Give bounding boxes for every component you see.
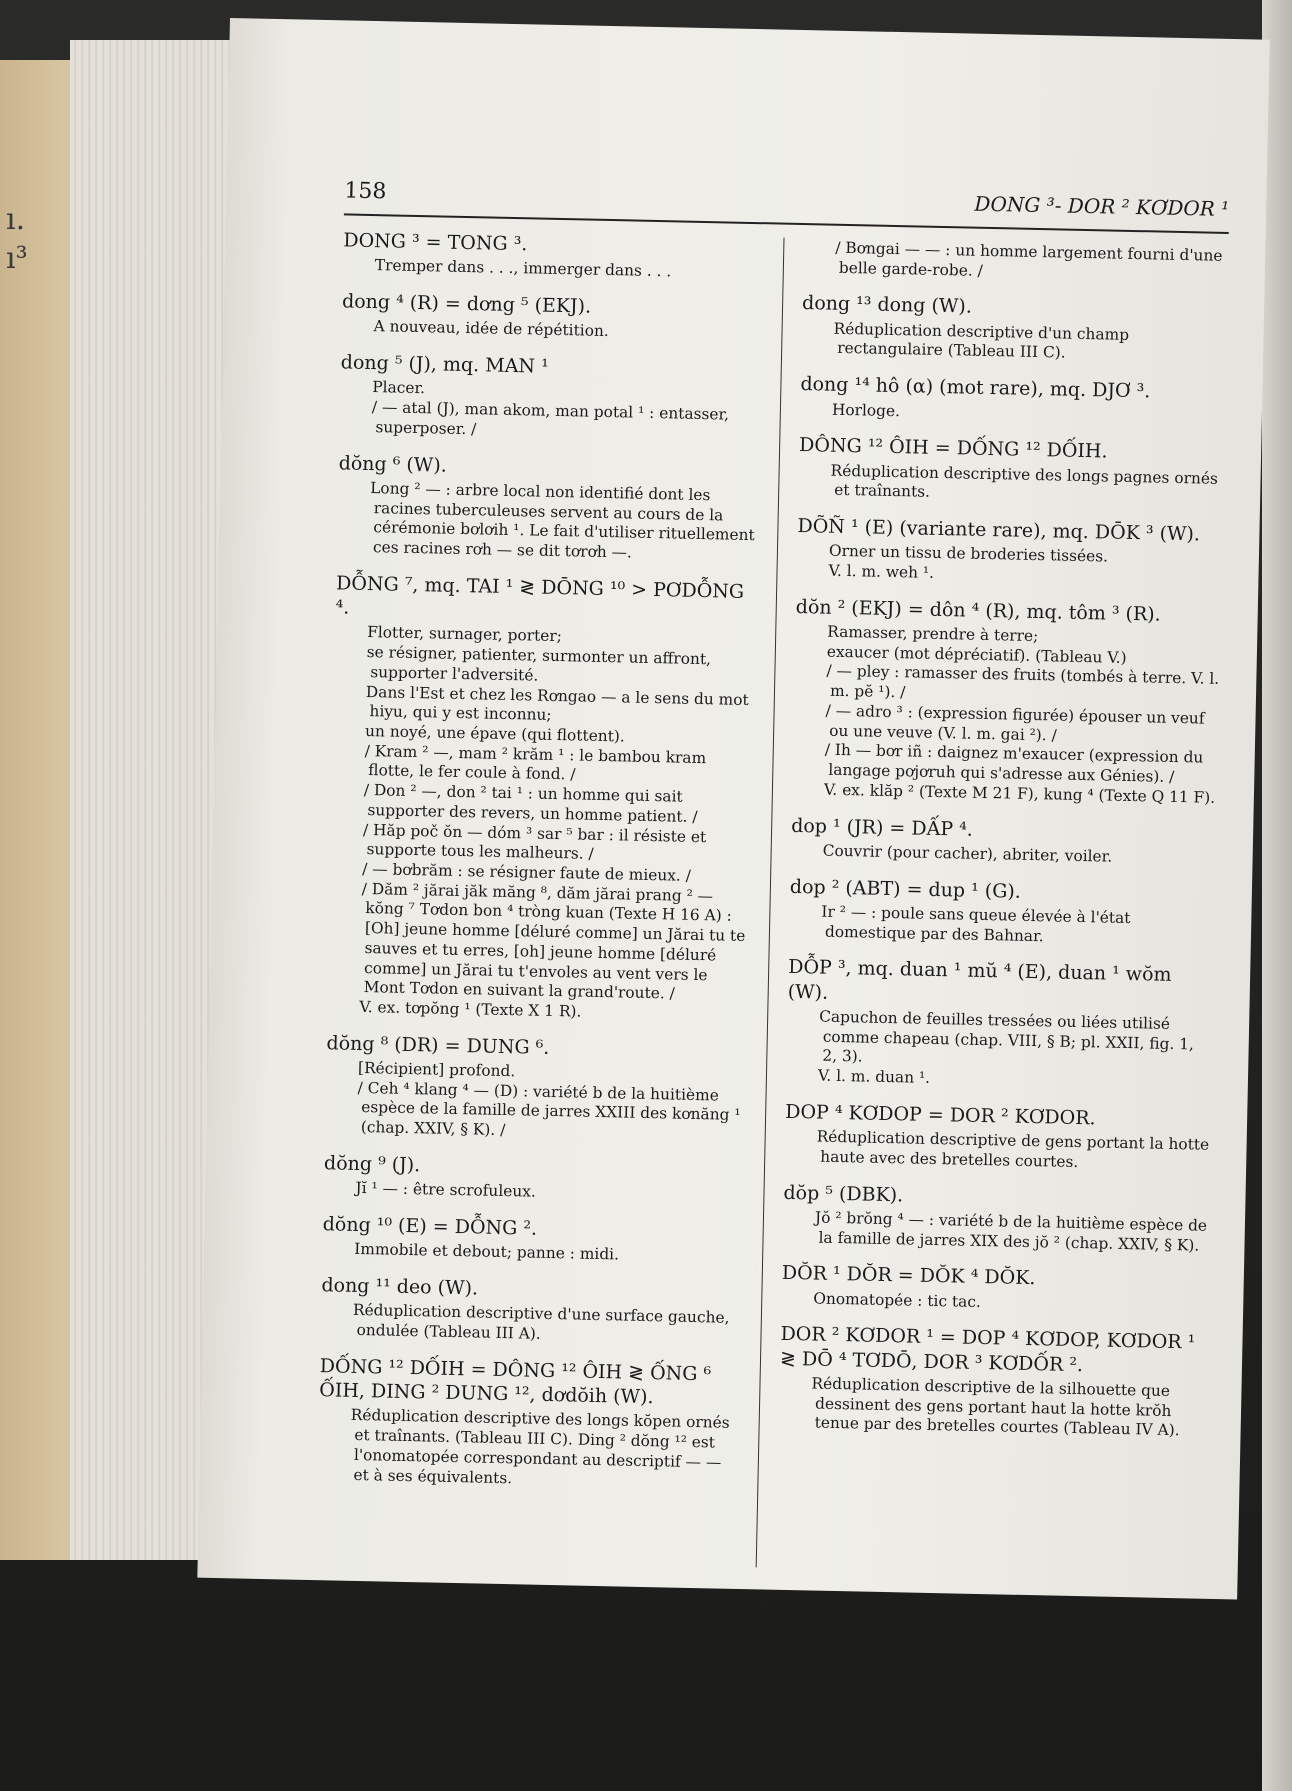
entry-headword: dŏp ⁵ (DBK). [783, 1181, 904, 1206]
running-head: DONG ³- DOR ² KƠDOR ¹ [974, 191, 1230, 221]
entry-headword: dong ¹¹ deo (W). [321, 1274, 479, 1300]
entry-definition: V. ex. klăp ² (Texte M 21 F), kung ⁴ (Texte Q 11 F). [823, 780, 1216, 807]
entry-definition: / Ih — bơr iñ : daignez m'exaucer (expression du langage pơjơruh qui s'adresse aux Génies). / [824, 740, 1204, 787]
entry-headword: dŏn ² (EKJ) = dôn ⁴ (R), mq. tôm ³ (R). [795, 595, 1161, 626]
entry-headword: DỐNG ¹² DỐIH = DÔNG ¹² ÔIH ≷ ỐNG ⁶ ỐIH, DING ² DUNG ¹², dơdŏih (W). [319, 1354, 712, 1409]
dictionary-entry [801, 291, 1227, 367]
left-column [317, 228, 764, 1507]
entry-definition: / Ceh ⁴ klang ⁴ — (D) : variété b de la huitième espèce de la famille de jarres XXIII des kơnăng ¹ (chap. XXIV, § K). / [357, 1078, 741, 1140]
entry-definition: Long ² — : arbre local non identifié dont les racines tuberculeuses servent au cours de la cérémonie bơlơih ¹. Le fait d'utiliser rituellement ces racines rơh — se dit tơrơh —. [370, 478, 755, 562]
entry-definition: / — pley : ramasser des fruits (tombés à terre. V. l. m. pĕ ¹). / [826, 662, 1220, 702]
dictionary-entry [786, 955, 1214, 1094]
dictionary-entry [322, 1212, 743, 1268]
dictionary-entry [325, 1031, 747, 1146]
entry-definition: / — adro ³ : (expression figurée) épouser un veuf ou une veuve (V. l. m. gai ²). / [825, 701, 1205, 745]
dictionary-entry [323, 1151, 744, 1207]
entry-definition: Flotter, surnager, porter; [366, 623, 563, 646]
entry-headword: DŎR ¹ DŎR = DŎK ⁴ DŎK. [781, 1262, 1036, 1290]
entry-definition: / Hăp poč ŏn — dóm ³ sar ⁵ bar : il résiste et supporte tous les malheurs. / [362, 820, 707, 864]
entry-headword: DOP ⁴ KƠDOP = DOR ² KƠDOR. [784, 1100, 1096, 1130]
dictionary-entry [784, 1100, 1210, 1176]
book-page [197, 18, 1269, 1599]
entry-definition: Réduplication descriptive d'une surface gauche, ondulée (Tableau III A). [352, 1301, 730, 1343]
entry-definition: Réduplication descriptive d'un champ rectangulaire (Tableau III C). [833, 319, 1130, 363]
entry-headword: dop ¹ (JR) = DẤP ⁴. [790, 814, 974, 841]
entry-definition: Onomatopée : tic tac. [813, 1289, 982, 1311]
dictionary-entry [343, 228, 764, 284]
dictionary-entry [792, 595, 1221, 809]
entry-definition: Couvrir (pour cacher), abriter, voiler. [822, 841, 1113, 866]
entry-headword: dong ⁵ (J), mq. MAN ¹ [340, 351, 549, 378]
entry-definition: Ramasser, prendre à terre; [827, 622, 1039, 646]
dictionary-entry [317, 1354, 740, 1493]
page-number: 158 [344, 178, 387, 205]
entry-definition: Réduplication descriptive de la silhouette que dessinent des gens portant haut la hotte krŏh tenue par des bretelles courtes (Tableau IV A). [811, 1374, 1180, 1440]
entry-definition: V. l. m. duan ¹. [817, 1066, 931, 1087]
entry-headword: dŏng ⁶ (W). [338, 451, 448, 477]
entry-definition: Jĭ ¹ — : être scrofuleux. [355, 1179, 536, 1201]
entry-headword: dong ¹⁴ hô (α) (mot rare), mq. DJƠ ³. [800, 373, 1151, 403]
dictionary-entry [341, 289, 762, 345]
entry-definition: Orner un tissu de broderies tissées. [828, 541, 1109, 566]
entry-definition: un noyé, une épave (qui flottent). [364, 721, 625, 746]
dictionary-entry [798, 433, 1224, 509]
right-column [778, 238, 1228, 1456]
entry-definition: V. ex. tơpŏng ¹ (Texte X 1 R). [359, 997, 582, 1021]
entry-headword: DONG ³ = TONG ³. [343, 229, 528, 256]
dictionary-entry [789, 874, 1215, 950]
right-page-edge [1262, 0, 1292, 1791]
page-header [344, 178, 1229, 227]
dictionary-entry [337, 451, 759, 566]
margin-scribble: ı. ı³ [6, 202, 28, 276]
entry-definition: / Don ² —, don ² tai ¹ : un homme qui sait supporter des revers, un homme patient. / [363, 781, 698, 826]
entry-headword: dong ¹³ dong (W). [801, 292, 973, 319]
entry-definition: Tremper dans . . ., immerger dans . . . [374, 256, 672, 281]
entry-headword: dong ⁴ (R) = dơng ⁵ (EKJ). [341, 290, 592, 318]
entry-definition: / Dăm ² jărai jăk măng ⁸, dăm jărai prang ² — kŏng ⁷ Tơdon bon ⁴ tròng kuan (Texte H 16 A) : [Oh] jeune homme [déluré comme] un Jărai tu te sauves et tu erres, [oh] jeune homme [déluré comme] un Jărai tu t'envoles au vent vers le Mont Tơdon en suivant la grand'route. / [361, 879, 746, 1003]
entry-headword: DỖNG ⁷, mq. TAI ¹ ≷ DŌNG ¹⁰ > PƠDỖNG ⁴. [335, 572, 745, 619]
entry-definition: / Kram ² —, mam ² krăm ¹ : le bambou kram flotte, le fer coule à fond. / [364, 741, 707, 784]
entry-definition: se résigner, patienter, surmonter un affront, supporter l'adversité. [366, 643, 712, 685]
entry-definition: Réduplication descriptive des longs kŏpen ornés et traînants. (Tableau III C). Ding ² dŏng ¹² est l'onomatopée correspondant au descriptif — — et à ses équivalents. [350, 1406, 730, 1487]
entry-headword: DÕÑ ¹ (E) (variante rare), mq. DŌK ³ (W). [797, 514, 1201, 546]
entry-definition: Capuchon de feuilles tressées ou liées utilisé comme chapeau (chap. VIII, § B; pl. XXII, fig. 1, 2, 3). [819, 1007, 1195, 1066]
entry-headword: DÔNG ¹² ÔIH = DỐNG ¹² DỐIH. [798, 434, 1108, 463]
entry-headword: dŏng ¹⁰ (E) = DỖNG ². [322, 1213, 538, 1240]
entry-definition: / — bơbrăm : se résigner faute de mieux. / [362, 859, 692, 885]
entry-definition: Placer. [372, 378, 426, 398]
entry-definition: A nouveau, idée de répétition. [373, 317, 609, 341]
entry-definition: Dans l'Est et chez les Rơngao — a le sens du mot hiyu, qui y est inconnu; [365, 682, 749, 725]
dictionary-entry [320, 1273, 741, 1349]
entry-headword: dop ² (ABT) = dup ¹ (G). [789, 875, 1022, 903]
dictionary-entry [778, 1322, 1205, 1442]
entry-definition: / Bơngai — — : un homme largement fourni d'une belle garde-robe. / [835, 238, 1223, 280]
entry-definition: exaucer (mot dépréciatif). (Tableau V.) [826, 642, 1127, 667]
entry-definition: Réduplication descriptive des longs pagnes ornés et traînants. [830, 461, 1219, 502]
entry-headword: DỖP ³, mq. duan ¹ mŭ ⁴ (E), duan ¹ wŏm (W). [787, 956, 1172, 1004]
dictionary-entry [782, 1180, 1208, 1256]
left-paper-strip [0, 60, 70, 1560]
dictionary-entry [339, 350, 761, 445]
entry-definition: Immobile et debout; panne : midi. [354, 1240, 620, 1264]
dictionary-entry [796, 514, 1222, 590]
dictionary-entry [803, 238, 1229, 286]
entry-headword: DOR ² KƠDOR ¹ = DOP ⁴ KƠDOP, KƠDOR ¹ ≷ DŌ ⁴ TƠDŌ, DOR ³ KƠDỐR ². [779, 1323, 1196, 1376]
entry-definition: / — atal (J), man akom, man potal ¹ : entasser, superposer. / [371, 398, 730, 439]
entry-definition: Horloge. [831, 400, 901, 420]
dictionary-entry [327, 571, 756, 1026]
entry-definition: V. l. m. weh ¹. [828, 561, 935, 582]
entry-headword: dŏng ⁹ (J). [323, 1152, 421, 1177]
dictionary-entry [800, 372, 1226, 428]
entry-definition: Ir ² — : poule sans queue élevée à l'état domestique par des Bahnar. [821, 902, 1131, 945]
entry-headword: dŏng ⁸ (DR) = DUNG ⁶. [326, 1031, 550, 1059]
entry-definition: [Récipient] profond. [357, 1058, 516, 1081]
dictionary-entry [790, 813, 1216, 869]
dictionary-entry [781, 1261, 1207, 1317]
entry-definition: Jŏ ² brŏng ⁴ — : variété b de la huitième espèce de la famille de jarres XIX des jŏ ² (chap. XXIV, § K). [814, 1208, 1208, 1255]
entry-definition: Réduplication descriptive de gens portant la hotte haute avec des bretelles courtes. [816, 1127, 1210, 1171]
